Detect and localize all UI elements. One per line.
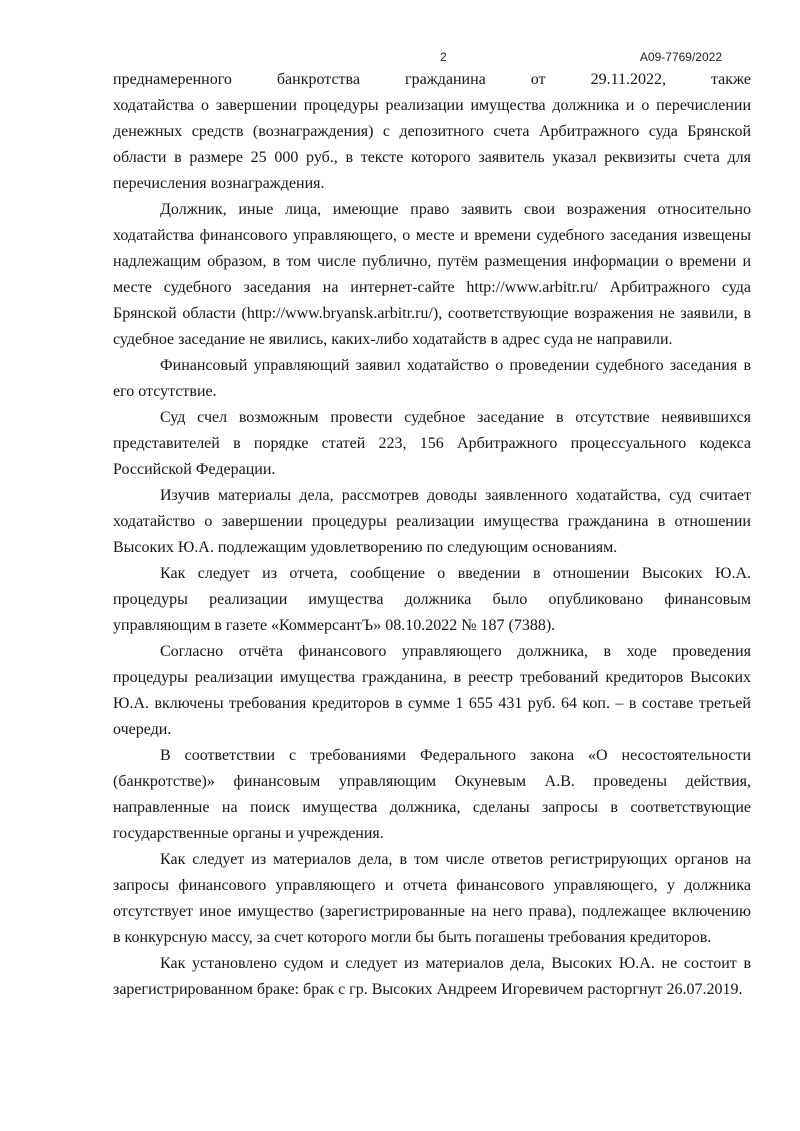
paragraph [113,743,751,847]
paragraph [113,197,751,353]
text-line: судебное заседание не явились, каких-либо ходатайств в адрес суда не направили. [113,331,673,348]
page-number: 2 [440,50,447,64]
document-body [113,67,751,1003]
paragraph [113,405,751,483]
text-line: Высоких Ю.А. подлежащим удовлетворению по следующим основаниям. [113,539,618,556]
paragraph [113,639,751,743]
text-line: денежных средств (вознаграждения) с депозитного счета Арбитражного суда Брянской [113,123,751,140]
text-line: запросы финансового управляющего и отчета финансового управляющего, у должника [113,877,751,894]
text-line: Брянской области (http://www.bryansk.arbitr.ru/), соответствующие возражения не заявили, в [113,305,751,322]
text-line: отсутствует иное имущество (зарегистрированные на него права), подлежащее включению [113,903,751,920]
page-header [0,50,800,66]
text-line: надлежащим образом, в том числе публично, путём размещения информации о времени и [113,253,751,270]
text-line: перечисления вознаграждения. [113,175,325,192]
text-line: его отсутствие. [113,383,217,400]
text-line: в конкурсную массу, за счет которого могли бы быть погашены требования кредиторов. [113,929,712,946]
text-line: Суд счел возможным провести судебное заседание в отсутствие неявившихся [160,409,751,426]
text-line: ходатайства финансового управляющего, о месте и времени судебного заседания извещены [113,227,751,244]
paragraph [113,847,751,951]
paragraph [113,67,751,197]
text-line: Ю.А. включены требования кредиторов в сумме 1 655 431 руб. 64 коп. – в составе третьей [113,695,751,712]
paragraph [113,353,751,405]
text-line: представителей в порядке статей 223, 156 Арбитражного процессуального кодекса [113,435,751,452]
case-number: А09-7769/2022 [639,50,722,64]
text-line: Как следует из отчета, сообщение о введении в отношении Высоких Ю.А. [160,565,751,582]
text-line: Как следует из материалов дела, в том числе ответов регистрирующих органов на [160,851,751,868]
text-line: области в размере 25 000 руб., в тексте которого заявитель указал реквизиты счета для [113,149,751,166]
text-line: Как установлено судом и следует из материалов дела, Высоких Ю.А. не состоит в [160,955,751,972]
paragraph [113,951,751,1003]
text-line: государственные органы и учреждения. [113,825,384,842]
text-line: очереди. [113,721,172,738]
text-line: ходатайства о завершении процедуры реализации имущества должника и о перечислении [113,97,751,114]
paragraph [113,561,751,639]
text-line: преднамеренного банкротства гражданина от 29.11.2022, также [113,71,751,88]
text-line: процедуры реализации имущества гражданина, в реестр требований кредиторов Высоких [113,669,751,686]
text-line: Российской Федерации. [113,461,276,478]
text-line: Финансовый управляющий заявил ходатайство о проведении судебного заседания в [160,357,751,374]
text-line: месте судебного заседания на интернет-сайте http://www.arbitr.ru/ Арбитражного суда [113,279,751,296]
text-line: Согласно отчёта финансового управляющего должника, в ходе проведения [160,643,751,660]
text-line: В соответствии с требованиями Федерального закона «О несостоятельности [160,747,751,764]
text-line: управляющим в газете «КоммерсантЪ» 08.10.2022 № 187 (7388). [113,617,556,634]
text-line: ходатайство о завершении процедуры реализации имущества гражданина в отношении [113,513,751,530]
text-line: Изучив материалы дела, рассмотрев доводы заявленного ходатайства, суд считает [160,487,751,504]
text-line: (банкротстве)» финансовым управляющим Окуневым А.В. проведены действия, [113,773,751,790]
text-line: процедуры реализации имущества должника было опубликовано финансовым [113,591,751,608]
text-line: Должник, иные лица, имеющие право заявить свои возражения относительно [160,201,751,218]
text-line: зарегистрированном браке: брак с гр. Высоких Андреем Игоревичем расторгнут 26.07.2019. [113,981,743,998]
paragraph [113,483,751,561]
text-line: направленные на поиск имущества должника, сделаны запросы в соответствующие [113,799,751,816]
